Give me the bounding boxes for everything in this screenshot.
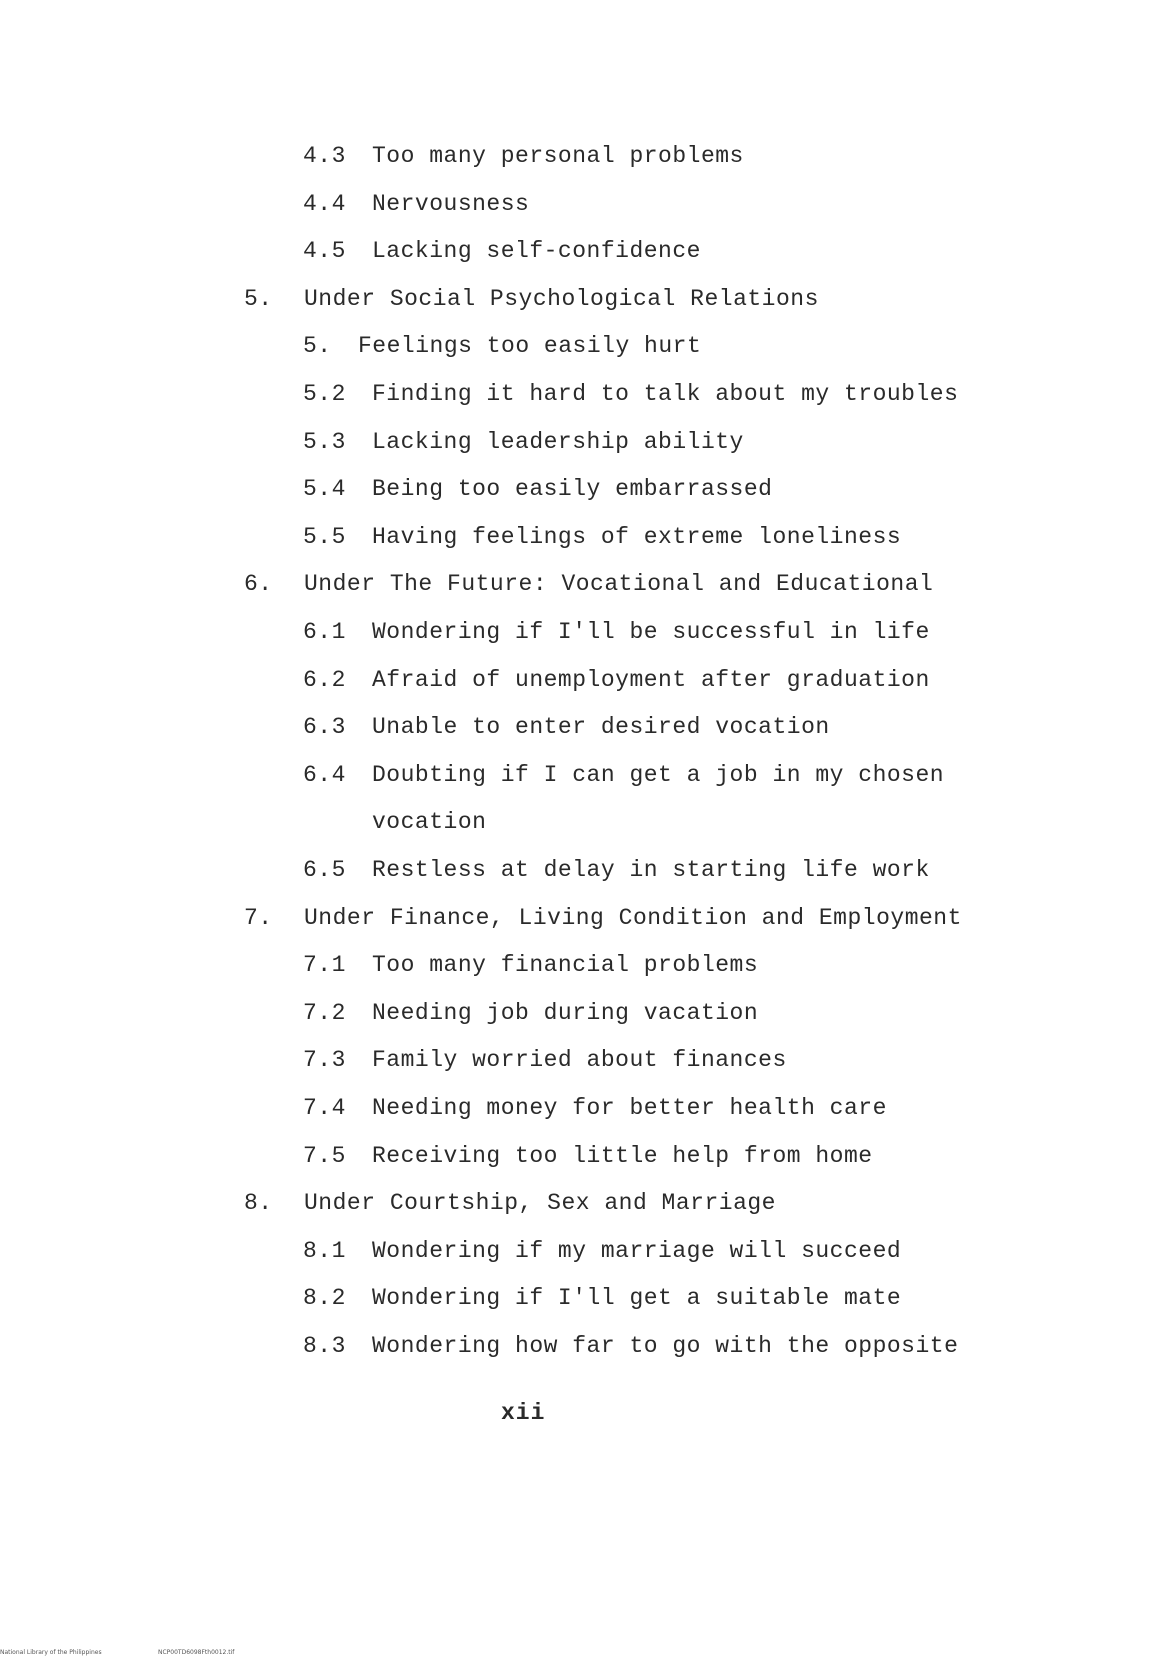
item-text: Under Finance, Living Condition and Employment	[304, 904, 962, 931]
item-text: Lacking self-confidence	[372, 238, 701, 265]
item-text: Unable to enter desired vocation	[372, 714, 830, 741]
item-number: 6.2	[303, 666, 346, 693]
item-text: Under Social Psychological Relations	[304, 285, 819, 312]
item-text: Too many personal problems	[372, 143, 744, 169]
item-number: 7.1	[303, 952, 346, 979]
item-number: 5.5	[303, 523, 346, 550]
item-text: Lacking leadership ability	[372, 428, 744, 455]
item-number: 7.2	[303, 999, 346, 1026]
item-number: 7.3	[303, 1047, 346, 1074]
item-number: 6.3	[303, 714, 346, 741]
item-text: Receiving too little help from home	[372, 1142, 873, 1169]
footer-library: National Library of the Philippines	[0, 1649, 102, 1656]
footer-file-id: NCP00TD6098Fth0012.tif	[158, 1649, 235, 1656]
item-text: Being too easily embarrassed	[372, 476, 773, 503]
item-text: Wondering if I'll be successful in life	[372, 619, 930, 645]
item-text: Wondering how far to go with the opposite	[372, 1333, 959, 1359]
item-text: vocation	[372, 809, 487, 836]
item-number: 7.	[244, 904, 273, 931]
item-text: Restless at delay in starting life work	[372, 857, 930, 883]
item-text: Needing money for better health care	[372, 1095, 887, 1121]
item-text: Afraid of unemployment after graduation	[372, 666, 930, 693]
item-number: 5.2	[303, 381, 346, 407]
item-number: 7.4	[303, 1095, 346, 1121]
item-number: 8.2	[303, 1285, 346, 1312]
item-number: 6.	[244, 571, 273, 598]
item-number: 6.4	[303, 761, 346, 788]
item-text: Finding it hard to talk about my troubles	[372, 381, 959, 407]
item-number: 4.5	[303, 238, 346, 265]
item-text: Wondering if my marriage will succeed	[372, 1237, 902, 1264]
item-text: Family worried about finances	[372, 1047, 787, 1074]
item-number: 4.3	[303, 143, 346, 169]
item-text: Too many financial problems	[372, 952, 759, 979]
item-number: 8.1	[303, 1237, 346, 1264]
item-number: 8.3	[303, 1333, 346, 1359]
item-number: 6.5	[303, 857, 346, 883]
item-text: Under The Future: Vocational and Educational	[304, 571, 934, 598]
item-text: Needing job during vacation	[372, 999, 759, 1026]
item-text: Nervousness	[372, 190, 530, 217]
item-text: Having feelings of extreme loneliness	[372, 523, 902, 550]
item-number: 8.	[244, 1190, 273, 1217]
item-text: Doubting if I can get a job in my chosen	[372, 761, 945, 788]
item-text: Wondering if I'll get a suitable mate	[372, 1285, 902, 1312]
item-number: 6.1	[303, 619, 346, 645]
item-number: 5.3	[303, 428, 346, 455]
item-text: Feelings too easily hurt	[358, 333, 702, 360]
item-number: 4.4	[303, 190, 346, 217]
item-text: Under Courtship, Sex and Marriage	[304, 1190, 776, 1217]
item-number: 7.5	[303, 1142, 346, 1169]
footer	[0, 1649, 235, 1656]
item-number: 5.	[244, 285, 273, 312]
page-number: xii	[501, 1400, 546, 1426]
item-number: 5.4	[303, 476, 346, 503]
item-number: 5.	[303, 333, 332, 360]
